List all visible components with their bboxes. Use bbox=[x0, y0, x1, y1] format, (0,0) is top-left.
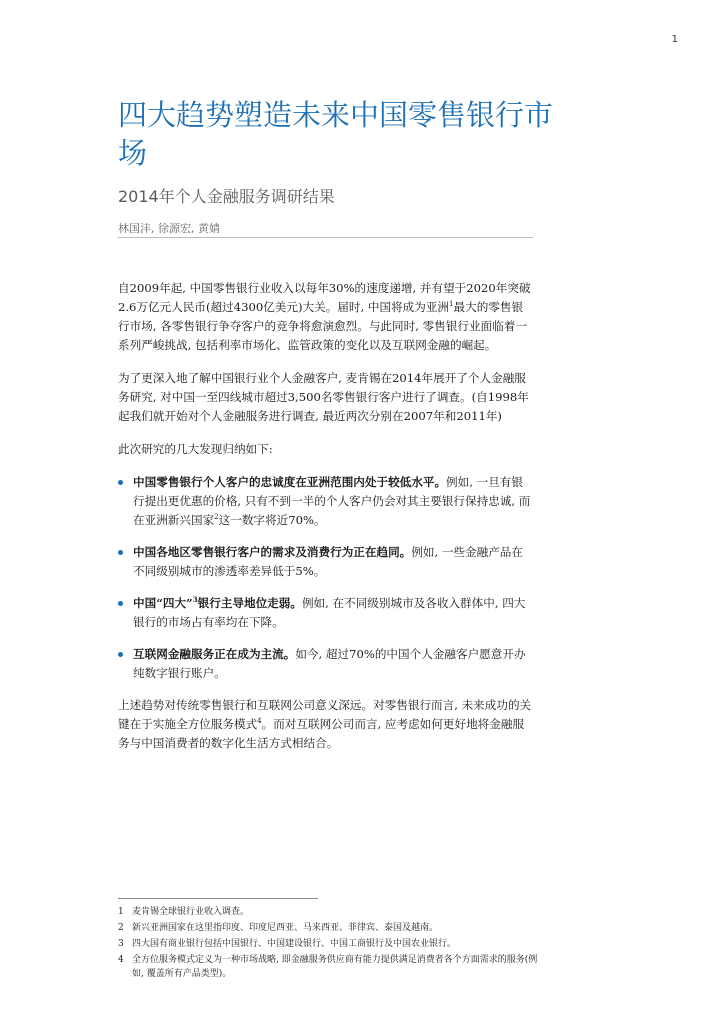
footnote-divider bbox=[118, 898, 318, 899]
article-body bbox=[118, 279, 534, 767]
finding-text: 如今, 超过70%的中国个人金融客户愿意开办纯数字银行账户。 bbox=[133, 647, 526, 680]
header-divider bbox=[118, 237, 533, 238]
page-number: 1 bbox=[671, 34, 678, 45]
paragraph-text: 自2009年起, 中国零售银行业收入以每年30%的速度递增, 并有望于2020年突破2.6万亿元人民币(超过4300亿美元)大关。届时, 中国将成为亚洲 bbox=[118, 281, 531, 314]
footnote-ref: 2 bbox=[214, 513, 219, 522]
paragraph-intro bbox=[118, 279, 534, 355]
bullet-icon bbox=[118, 550, 123, 555]
finding-text: 例如, 一旦有银行提出更优惠的价格, 只有不到一半的个人客户仍会对其主要银行保持忠诚, 而在亚洲新兴国家 bbox=[133, 475, 531, 527]
paragraph-conclusion bbox=[118, 696, 534, 753]
footnote-ref: 3 bbox=[192, 595, 198, 605]
paragraph-text: 。而对互联网公司而言, 应考虑如何更好地将金融服务与中国消费者的数字化生活方式相结合。 bbox=[118, 717, 525, 750]
finding-heading: 银行主导地位走弱。 bbox=[197, 596, 302, 610]
footnote-number: 4 bbox=[118, 955, 124, 965]
page-title: 四大趋势塑造未来中国零售银行市场 bbox=[118, 98, 554, 170]
footnote bbox=[118, 953, 538, 981]
footnote-number: 2 bbox=[118, 923, 124, 933]
finding-heading: 中国各地区零售银行客户的需求及消费行为正在趋同。 bbox=[133, 545, 412, 559]
footnote-number: 1 bbox=[118, 907, 124, 917]
bullet-icon bbox=[118, 601, 123, 606]
footnote-number: 3 bbox=[118, 939, 124, 949]
finding-text: 例如, 在不同级别城市及各收入群体中, 四大银行的市场占有率均在下降。 bbox=[133, 596, 526, 629]
footnote-text: 麦肯锡全球银行业收入调查。 bbox=[132, 907, 250, 917]
footnote bbox=[118, 905, 538, 919]
bullet-icon bbox=[118, 480, 123, 485]
footnote bbox=[118, 921, 538, 935]
list-item bbox=[118, 543, 534, 581]
list-item bbox=[118, 594, 534, 632]
finding-text: 这一数字将近70%。 bbox=[218, 513, 326, 527]
paragraph-survey: 为了更深入地了解中国银行业个人金融客户, 麦肯锡在2014年展开了个人金融服务研究, 对中国一至四线城市超过3,500名零售银行客户进行了调查。(自1998年起我们就开始对个人金融服务进行调查, 最近两次分别在2007年和2011年) bbox=[118, 371, 529, 423]
footnote-ref: 4 bbox=[257, 717, 262, 726]
footnote-ref: 1 bbox=[449, 300, 454, 309]
finding-heading: 中国“四大” bbox=[133, 596, 193, 610]
finding-text: 例如, 一些金融产品在不同级别城市的渗透率差异低于5%。 bbox=[133, 545, 523, 578]
finding-heading: 互联网金融服务正在成为主流。 bbox=[133, 647, 296, 661]
footnote-text: 全方位服务模式定义为一种市场战略, 即金融服务供应商有能力提供满足消费者各个方面需求的服务(例如, 覆盖所有产品类型)。 bbox=[132, 955, 538, 979]
list-item bbox=[118, 645, 534, 683]
paragraph-text: 上述趋势对传统零售银行和互联网公司意义深远。对零售银行而言, 未来成功的关键在于实施全方位服务模式 bbox=[118, 698, 532, 731]
footnote-text: 新兴亚洲国家在这里指印度、印度尼西亚、马来西亚、菲律宾、泰国及越南。 bbox=[132, 923, 439, 933]
list-item bbox=[118, 473, 534, 530]
footnotes bbox=[118, 905, 538, 983]
paragraph-findings-intro: 此次研究的几大发现归纳如下: bbox=[118, 442, 273, 456]
findings-list bbox=[118, 473, 534, 683]
bullet-icon bbox=[118, 652, 123, 657]
footnote-text: 四大国有商业银行包括中国银行、中国建设银行、中国工商银行及中国农业银行。 bbox=[132, 939, 457, 949]
subtitle: 2014年个人金融服务调研结果 bbox=[118, 187, 335, 206]
finding-heading: 中国零售银行个人客户的忠诚度在亚洲范围内处于较低水平。 bbox=[133, 475, 447, 489]
paragraph-text: 最大的零售银行市场, 各零售银行争夺客户的竞争将愈演愈烈。与此同时, 零售银行业面临着一系列严峻挑战, 包括利率市场化、监管政策的变化以及互联网金融的崛起。 bbox=[118, 300, 527, 352]
footnote bbox=[118, 937, 538, 951]
authors: 林国沣, 徐源宏, 黄婧 bbox=[118, 222, 220, 235]
